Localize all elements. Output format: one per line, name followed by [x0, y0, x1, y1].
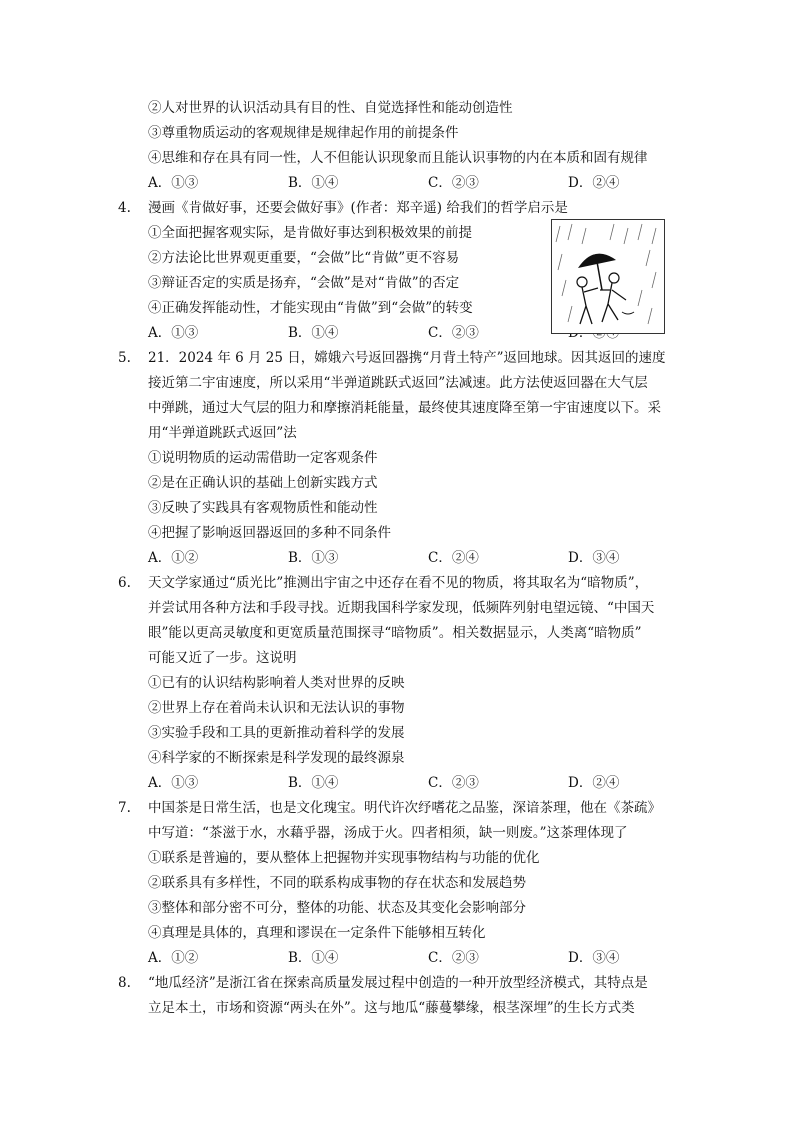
q4-item-1: ①全面把握客观实际，是肯做好事达到积极效果的前提: [148, 225, 472, 241]
q5-item-4: ④把握了影响返回器返回的多种不同条件: [148, 525, 391, 541]
q5-item-1: ①说明物质的运动需借助一定客观条件: [148, 450, 378, 466]
q5-item-3: ③反映了实践具有客观物质性和能动性: [148, 500, 378, 516]
q7-option-c[interactable]: C．②③: [428, 950, 479, 966]
q8-stem-line-2: 立足本土，市场和资源“两头在外”。这与地瓜“藤蔓攀缘，根茎深埋”的生长方式类: [148, 1000, 635, 1016]
q5-item-2: ②是在正确认识的基础上创新实践方式: [148, 475, 378, 491]
q4-option-c[interactable]: C．②③: [428, 325, 479, 341]
prev-option-d[interactable]: D．②④: [568, 175, 620, 191]
q4-option-a[interactable]: A．①③: [148, 325, 199, 341]
q8-number: 8.: [118, 975, 131, 991]
comic-illustration: [551, 219, 665, 334]
q4-stem: 漫画《肯做好事，还要会做好事》(作者：郑辛遥) 给我们的哲学启示是: [148, 200, 568, 216]
q6-stem-line-3: 眼”能以更高灵敏度和更宽质量范围探寻“暗物质”。相关数据显示，人类离“暗物质”: [148, 625, 642, 641]
prev-option-a[interactable]: A．①③: [148, 175, 199, 191]
q6-option-b[interactable]: B．①④: [288, 775, 339, 791]
q6-item-4: ④科学家的不断探索是科学发现的最终源泉: [148, 750, 405, 766]
q4-item-3: ③辩证否定的实质是扬弃，“会做”是对“肯做”的否定: [148, 275, 460, 291]
q5-option-c[interactable]: C．②④: [428, 550, 479, 566]
q6-stem-line-4: 可能又近了一步。这说明: [148, 650, 297, 666]
q7-option-d[interactable]: D．③④: [568, 950, 620, 966]
q6-item-2: ②世界上存在着尚未认识和无法认识的事物: [148, 700, 405, 716]
umbrella-cartoon-icon: [552, 220, 664, 333]
prev-item-4: ④思维和存在具有同一性，人不但能认识现象而且能认识事物的内在本质和固有规律: [148, 150, 648, 166]
q7-option-a[interactable]: A．①②: [148, 950, 199, 966]
q4-item-4: ④正确发挥能动性，才能实现由“肯做”到“会做”的转变: [148, 300, 473, 316]
q7-item-4: ④真理是具体的，真理和谬误在一定条件下能够相互转化: [148, 925, 486, 941]
q6-option-a[interactable]: A．①③: [148, 775, 199, 791]
q4-item-2: ②方法论比世界观更重要，“会做”比“肯做”更不容易: [148, 250, 460, 266]
q5-option-b[interactable]: B．①③: [288, 550, 339, 566]
q5-stem-line-2: 接近第二宇宙速度，所以采用“半弹道跳跃式返回”法减速。此方法使返回器在大气层: [148, 375, 648, 391]
q4-number: 4.: [118, 200, 131, 216]
prev-option-c[interactable]: C．②③: [428, 175, 479, 191]
q6-stem-line-2: 并尝试用各种方法和手段寻找。近期我国科学家发现，低频阵列射电望远镜、“中国天: [148, 600, 655, 616]
q8-stem-line-1: “地瓜经济”是浙江省在探索高质量发展过程中创造的一种开放型经济模式，其特点是: [148, 975, 648, 991]
q7-item-2: ②联系具有多样性，不同的联系构成事物的存在状态和发展趋势: [148, 875, 526, 891]
q6-option-c[interactable]: C．②③: [428, 775, 479, 791]
q6-option-d[interactable]: D．②④: [568, 775, 620, 791]
q5-option-d[interactable]: D．③④: [568, 550, 620, 566]
q5-number: 5.: [118, 350, 131, 366]
prev-option-b[interactable]: B．①④: [288, 175, 339, 191]
q6-item-3: ③实验手段和工具的更新推动着科学的发展: [148, 725, 405, 741]
q6-stem-line-1: 天文学家通过“质光比”推测出宇宙之中还存在看不见的物质，将其取名为“暗物质”，: [148, 575, 649, 591]
q7-stem-line-2: 中写道：“茶滋于水，水藉乎器，汤成于火。四者相须，缺一则废。”这茶理体现了: [148, 825, 628, 841]
q5-stem-line-3: 中弹跳，通过大气层的阻力和摩擦消耗能量，最终使其速度降至第一宇宙速度以下。采: [148, 400, 661, 416]
q5-stem-line-1: 21．2024 年 6 月 25 日，嫦娥六号返回器携“月背土特产”返回地球。因其返回的速度: [148, 350, 666, 366]
q7-stem-line-1: 中国茶是日常生活，也是文化瑰宝。明代许次纾嗜花之品鉴，深谙茶理，他在《茶疏》: [148, 800, 661, 816]
q4-option-b[interactable]: B．①④: [288, 325, 339, 341]
q6-item-1: ①已有的认识结构影响着人类对世界的反映: [148, 675, 405, 691]
q7-number: 7.: [118, 800, 131, 816]
q7-item-1: ①联系是普遍的，要从整体上把握物并实现事物结构与功能的优化: [148, 850, 540, 866]
prev-item-3: ③尊重物质运动的客观规律是规律起作用的前提条件: [148, 125, 459, 141]
q5-stem-line-4: 用“半弹道跳跃式返回”法: [148, 425, 297, 441]
prev-item-2: ②人对世界的认识活动具有目的性、自觉选择性和能动创造性: [148, 100, 513, 116]
q7-option-b[interactable]: B．①④: [288, 950, 339, 966]
q5-option-a[interactable]: A．①②: [148, 550, 199, 566]
q6-number: 6.: [118, 575, 131, 591]
q7-item-3: ③整体和部分密不可分，整体的功能、状态及其变化会影响部分: [148, 900, 526, 916]
